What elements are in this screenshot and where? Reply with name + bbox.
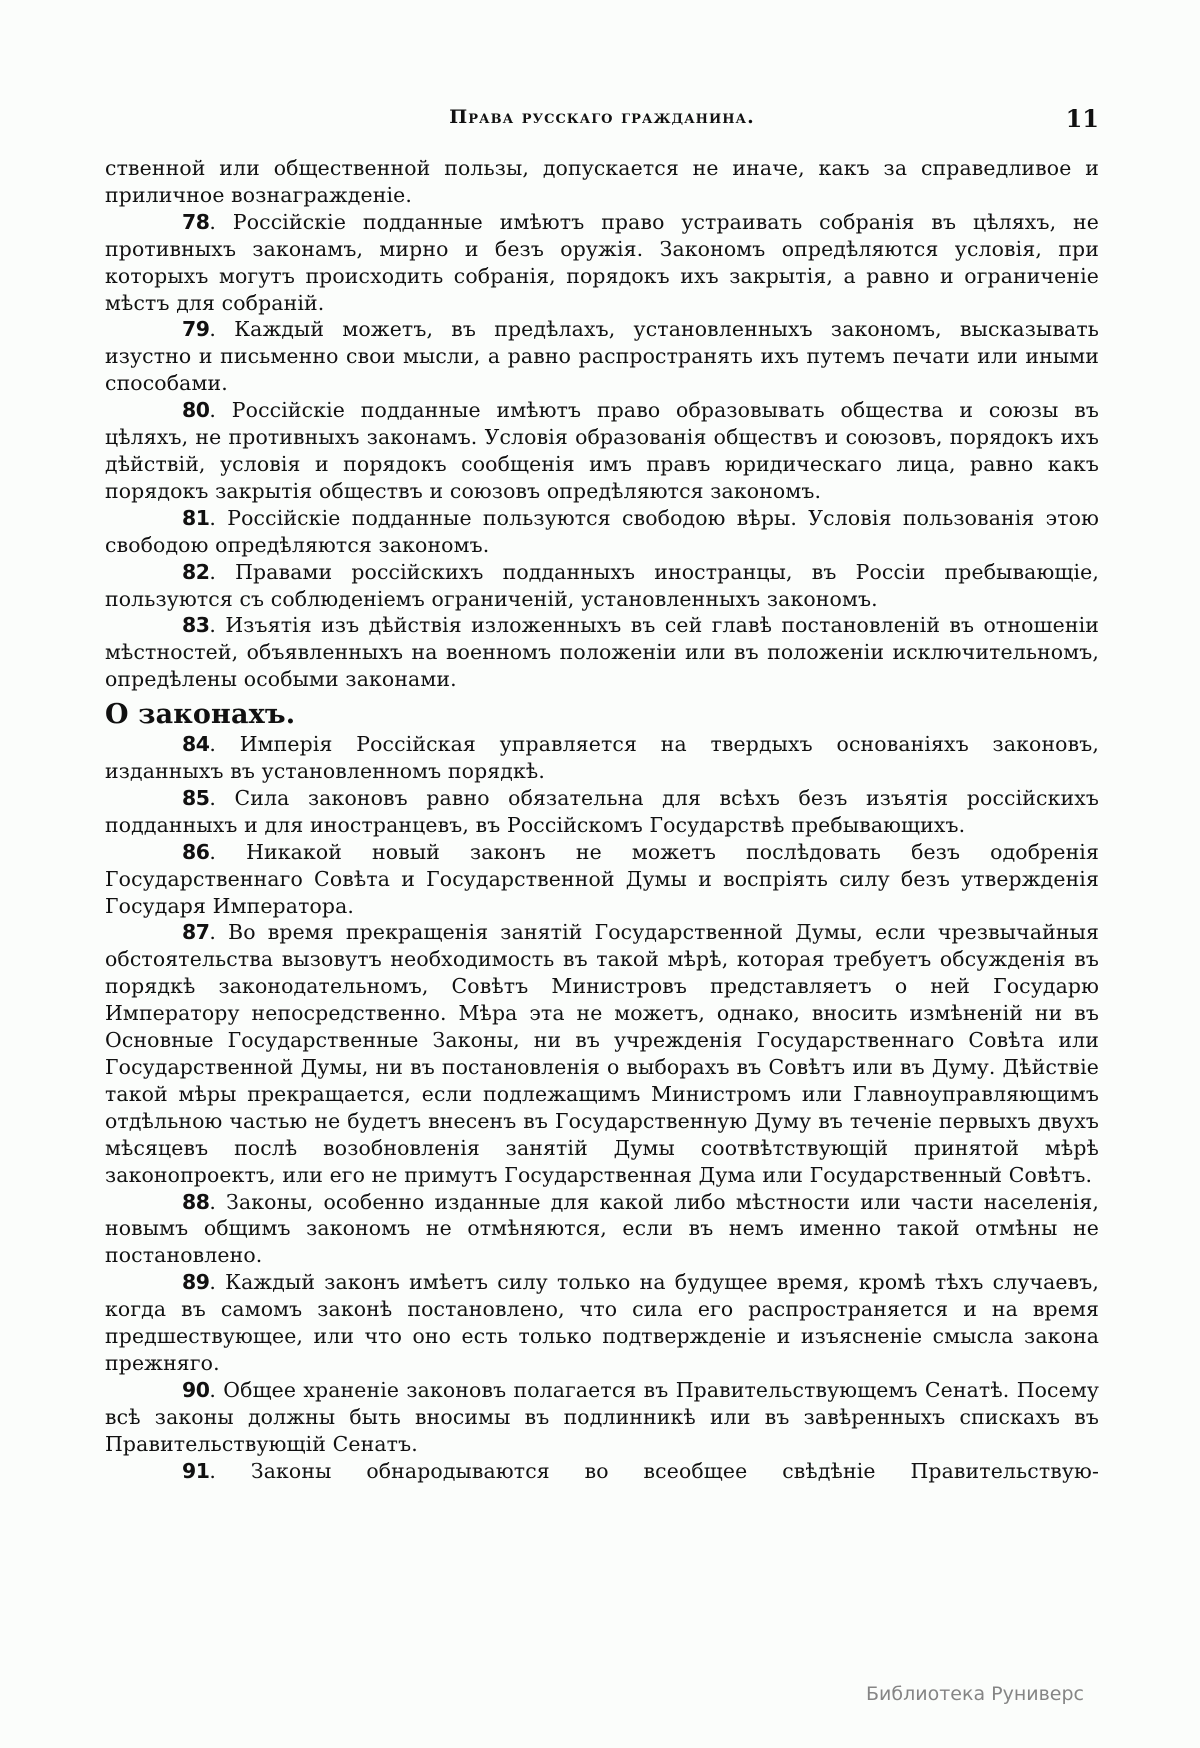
article-83: 83. Изъятія изъ дѣйствія изложенныхъ въ сей главѣ постановленій въ отношеніи мѣстностей, объявленныхъ на военномъ положеніи или въ положеніи исключительномъ, опредѣлены особыми законами.	[105, 613, 1099, 692]
article-91: 91. Законы обнародываются во всеобщее свѣдѣніе Правительствую-	[182, 1458, 1099, 1483]
running-title: Права русскаго гражданина.	[449, 106, 755, 128]
article-number: 81	[182, 505, 210, 530]
article-78: 78. Россійскіе подданные имѣютъ право устраивать собранія въ цѣляхъ, не противныхъ законамъ, мирно и безъ оружія. Закономъ опредѣляются условія, при которыхъ могутъ происходить собранія, порядокъ ихъ закрытія, а равно и ограниченіе мѣстъ для собраній.	[105, 209, 1099, 315]
article-85: 85. Сила законовъ равно обязательна для всѣхъ безъ изъятія россійскихъ подданныхъ и для иностранцевъ, въ Россійскомъ Государствѣ пребывающихъ.	[105, 785, 1099, 837]
body-text	[105, 155, 1099, 1485]
article-number: 80	[182, 398, 210, 423]
article-87: 87. Во время прекращенія занятій Государственной Думы, если чрезвычайныя обстоятельства вызовутъ необходимость въ такой мѣрѣ, которая требуетъ обсужденія въ порядкѣ законодательномъ, Совѣтъ Министровъ представляетъ о ней Государю Императору непосредственно. Мѣра эта не можетъ, однако, вносить измѣненій ни въ Основные Государственные Законы, ни въ учрежденія Государственнаго Совѣта или Государственной Думы, ни въ постановленія о выборахъ въ Совѣтъ или въ Думу. Дѣйствіе такой мѣры прекращается, если подлежащимъ Министромъ или Главноуправляющимъ отдѣльною частью не будетъ внесенъ въ Государственную Думу въ теченіе первыхъ двухъ мѣсяцевъ послѣ возобновленія занятій Думы соотвѣтствующій принятой мѣрѣ законопроектъ, или его не примутъ Государственная Дума или Государственный Совѣтъ.	[105, 920, 1099, 1187]
section-heading: О законахъ.	[105, 699, 296, 731]
article-number: 78	[182, 209, 210, 234]
article-number: 87	[182, 920, 210, 945]
article-number: 79	[182, 317, 210, 342]
article-89: 89. Каждый законъ имѣетъ силу только на будущее время, кромѣ тѣхъ случаевъ, когда въ самомъ законѣ постановлено, что сила его распространяется и на время предшествующее, или что оно есть только подтвержденіе и изъясненіе смысла закона прежняго.	[105, 1270, 1099, 1375]
article-number: 91	[182, 1458, 210, 1483]
article-81: 81. Россійскіе подданные пользуются свободою вѣры. Условія пользованія этою свободою опредѣляются закономъ.	[105, 505, 1099, 557]
library-watermark: Библиотека Руниверс	[866, 1683, 1084, 1705]
article-79: 79. Каждый можетъ, въ предѣлахъ, установленныхъ закономъ, высказывать изустно и письменно свои мысли, а равно распространять ихъ путемъ печати или иными способами.	[105, 317, 1099, 396]
article-84: 84. Имперія Россійская управляется на твердыхъ основаніяхъ законовъ, изданныхъ въ установленномъ порядкѣ.	[105, 732, 1099, 784]
article-86: 86. Никакой новый законъ не можетъ послѣдовать безъ одобренія Государственнаго Совѣта и Государственной Думы и воспріять силу безъ утвержденія Государя Императора.	[105, 839, 1099, 918]
article-82: 82. Правами россійскихъ подданныхъ иностранцы, въ Россіи пребывающіе, пользуются съ соблюденіемъ ограниченій, установленныхъ закономъ.	[105, 559, 1099, 611]
article-88: 88. Законы, особенно изданные для какой либо мѣстности или части населенія, новымъ общимъ закономъ не отмѣняются, если въ немъ именно такой отмѣны не постановлено.	[105, 1189, 1099, 1268]
running-head	[105, 104, 1099, 136]
article-number: 84	[182, 732, 210, 757]
article-number: 83	[182, 613, 210, 638]
article-number: 89	[182, 1270, 210, 1295]
paragraph-continuation: ственной или общественной пользы, допускается не иначе, какъ за справедливое и приличное вознагражденіе.	[105, 156, 1099, 207]
article-90: 90. Общее храненіе законовъ полагается въ Правительствующемъ Сенатѣ. Посему всѣ законы должны быть вносимы въ подлинникѣ или въ завѣренныхъ спискахъ въ Правительствующій Сенатъ.	[105, 1377, 1099, 1456]
article-number: 85	[182, 785, 210, 810]
article-number: 82	[182, 559, 210, 584]
article-number: 86	[182, 839, 210, 864]
page-number: 11	[1065, 104, 1099, 133]
article-80: 80. Россійскіе подданные имѣютъ право образовывать общества и союзы въ цѣляхъ, не противныхъ законамъ. Условія образованія обществъ и союзовъ, порядокъ ихъ дѣйствій, условія и порядокъ сообщенія имъ правъ юридическаго лица, равно какъ порядокъ закрытія обществъ и союзовъ опредѣляются закономъ.	[105, 398, 1099, 503]
article-number: 90	[182, 1377, 210, 1402]
article-number: 88	[182, 1189, 210, 1214]
